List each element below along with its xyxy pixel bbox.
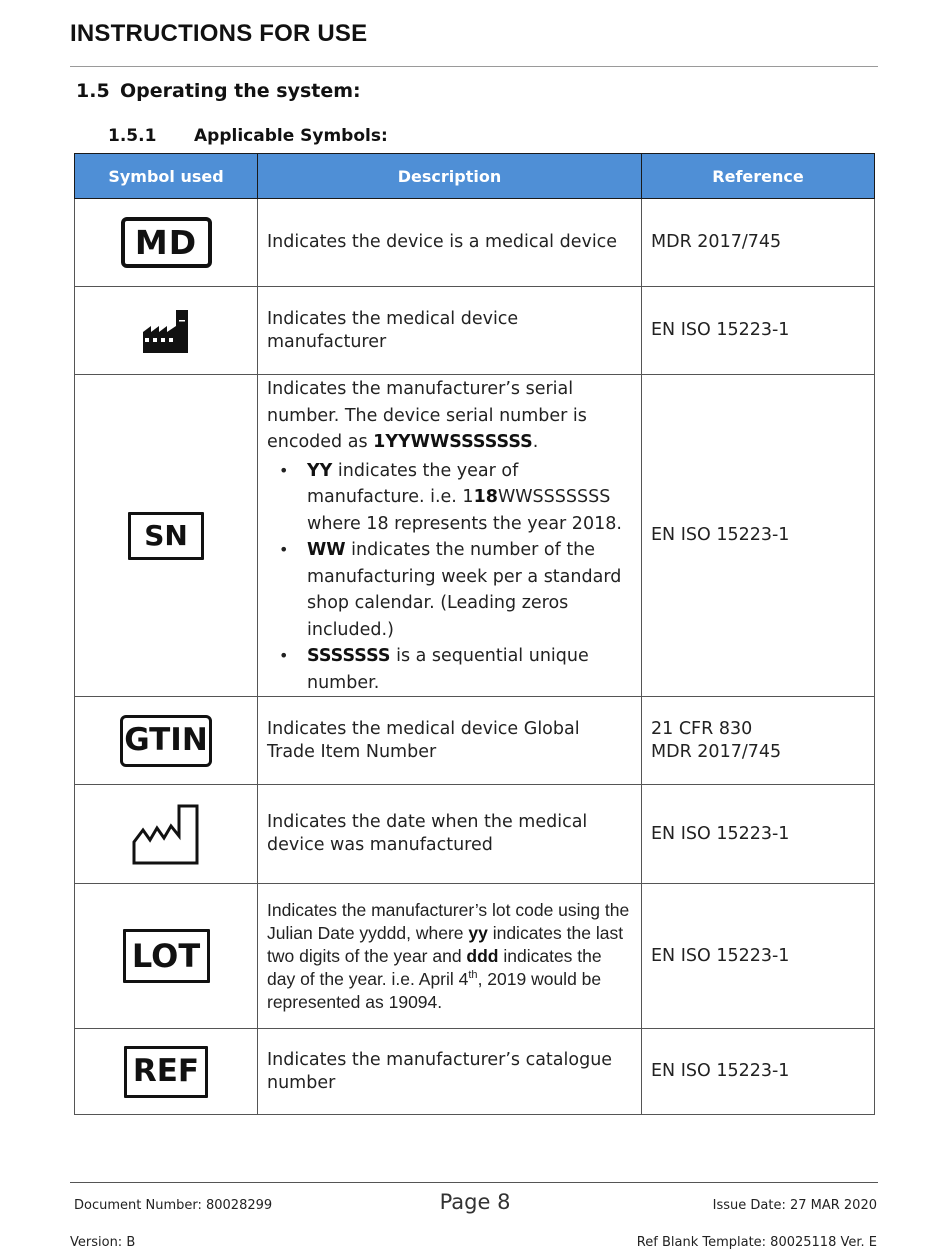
reference-text: EN ISO 15223-1	[651, 823, 790, 844]
symbol-cell	[75, 1029, 258, 1115]
subsection-title: Applicable Symbols:	[194, 126, 388, 146]
serial-format-list	[267, 458, 632, 697]
section-heading	[76, 80, 361, 102]
template-reference: Ref Blank Template: 80025118 Ver. E	[636, 1235, 877, 1250]
table-row	[75, 375, 875, 697]
column-header-description: Description	[258, 154, 642, 199]
symbols-table	[74, 153, 875, 1115]
description-cell: Indicates the date when the medical device was manufactured	[258, 785, 642, 884]
reference-cell	[642, 287, 875, 375]
reference-text: EN ISO 15223-1	[651, 525, 790, 545]
description-cell	[258, 375, 642, 697]
reference-text: EN ISO 15223-1	[651, 1061, 790, 1081]
serial-number-description: Indicates the manufacturer’s serial number. The device serial number is encoded as 1YYWWSSSSSSS.	[267, 379, 587, 452]
list-item: • WW indicates the number of the manufacturing week per a standard shop calendar. (Leading zeros included.)	[267, 537, 632, 643]
reference-text: MDR 2017/745	[651, 741, 782, 762]
serial-format-code: 1YYWWSSSSSSS	[373, 432, 533, 452]
subsection-number: 1.5.1	[108, 126, 157, 146]
reference-cell	[642, 375, 875, 697]
reference-cell	[642, 884, 875, 1029]
symbol-cell	[75, 884, 258, 1029]
table-row	[75, 697, 875, 785]
reference-cell	[642, 1029, 875, 1115]
ref-symbol-icon: REF	[124, 1046, 208, 1098]
document-number: Document Number: 80028299	[74, 1198, 273, 1213]
reference-cell	[642, 199, 875, 287]
section-title: Operating the system:	[120, 80, 361, 102]
reference-text: EN ISO 15223-1	[651, 945, 790, 966]
reference-cell	[642, 697, 875, 785]
page-number: Page 8	[439, 1190, 511, 1214]
table-row	[75, 199, 875, 287]
document-title: INSTRUCTIONS FOR USE	[70, 20, 368, 47]
reference-cell	[642, 785, 875, 884]
reference-text: EN ISO 15223-1	[651, 320, 790, 340]
subsection-heading	[108, 126, 388, 146]
symbol-cell	[75, 697, 258, 785]
table-row	[75, 1029, 875, 1115]
table-row	[75, 287, 875, 375]
table-row	[75, 884, 875, 1029]
reference-text: MDR 2017/745	[651, 232, 782, 252]
sn-symbol-icon: SN	[128, 512, 204, 560]
description-cell: Indicates the medical device manufacturer	[258, 287, 642, 375]
lot-symbol-icon: LOT	[123, 929, 210, 983]
md-symbol-icon: MD	[121, 217, 212, 268]
table-row	[75, 785, 875, 884]
description-cell: Indicates the medical device Global Trade Item Number	[258, 697, 642, 785]
symbol-cell	[75, 287, 258, 375]
footer-divider	[70, 1182, 878, 1183]
manufacturer-factory-icon	[142, 308, 190, 354]
issue-date: Issue Date: 27 MAR 2020	[712, 1198, 877, 1213]
list-item: • SSSSSSS is a sequential unique number.	[267, 643, 632, 696]
list-item: • YY indicates the year of manufacture. i.e. 118WWSSSSSSS where 18 represents the year 2018.	[267, 458, 632, 538]
header-divider	[70, 66, 878, 67]
version: Version: B	[70, 1235, 136, 1250]
description-cell: Indicates the manufacturer’s lot code using the Julian Date yyddd, where yy indicates the last two digits of the year and ddd indicates the day of the year. i.e. April 4th, 2019 would be represented as 19094.	[258, 884, 642, 1029]
column-header-symbol: Symbol used	[75, 154, 258, 199]
section-number: 1.5	[76, 80, 110, 102]
description-cell: Indicates the device is a medical device	[258, 199, 642, 287]
description-cell: Indicates the manufacturer’s catalogue number	[258, 1029, 642, 1115]
table-header-row	[75, 154, 875, 199]
gtin-symbol-icon: GTIN	[120, 715, 212, 767]
reference-text: 21 CFR 830	[651, 718, 753, 739]
symbol-cell	[75, 199, 258, 287]
symbol-cell	[75, 785, 258, 884]
date-of-manufacture-icon	[131, 802, 201, 866]
symbol-cell	[75, 375, 258, 697]
column-header-reference: Reference	[642, 154, 875, 199]
